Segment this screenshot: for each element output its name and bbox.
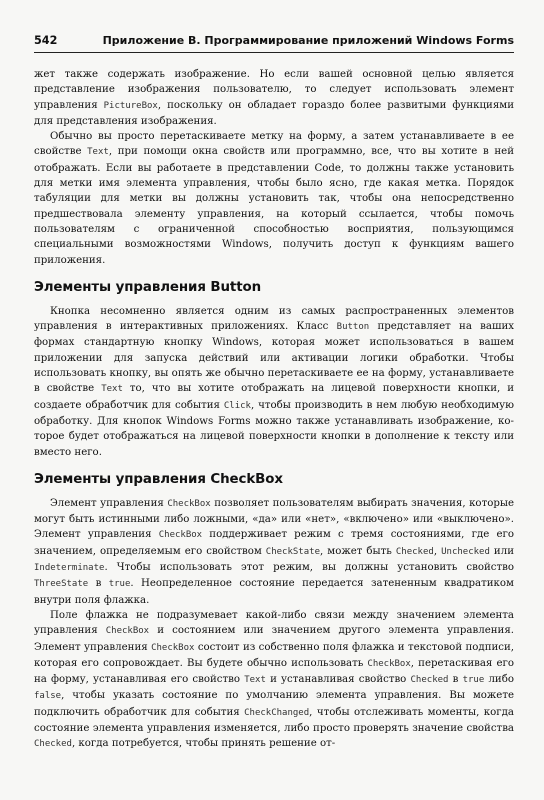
text-run: или [489, 545, 514, 557]
code-term: CheckState [265, 546, 320, 557]
text-run: представляет на ваших формах стандартную кнопку Windows, которая может использоваться в вашем приложении для запуска действий или активации логики обработки. Чтобы использовать кнопку, вы опять же обычно перетаскиваете ее на форму, устанавливаете в свойстве [34, 321, 514, 395]
running-header [34, 34, 514, 53]
text-run: жет также содержать изображение. Но если вашей основной целью является представление изображения пользователю, то следует использовать элемент управления [34, 69, 514, 111]
paragraph [34, 608, 514, 753]
text-run: . Неопределенное состояние передается затененным квадратиком внутри поля флажка. [34, 578, 514, 606]
section-heading-button: Элементы управления Button [34, 279, 262, 295]
text-run: либо [484, 674, 514, 686]
text-run: состоит из собственно поля флажка и текстовой подписи, которая его сопровождает. Вы будете обычно использовать [34, 641, 515, 669]
code-term: PictureBox [103, 100, 158, 111]
running-title: Приложение В. Программирование приложений Windows Forms [102, 34, 514, 47]
text-run: , чтобы производить в нем любую необходимую обработку. Для кнопок Windows Forms можно также устанавливать изображение, которое будет отображаться на лицевой поверхности кнопки в дополнение к тексту или вместо него. [34, 399, 514, 458]
code-term: Checked [395, 546, 434, 557]
section-heading-checkbox: Элементы управления CheckBox [34, 471, 283, 487]
text-run: Элемент управления [50, 497, 168, 509]
text-run: , поскольку он обладает гораздо более развитыми функциями для представления изображения. [34, 99, 514, 127]
code-term: false [34, 691, 62, 702]
text-run: , [433, 545, 442, 557]
code-term: Checked [34, 739, 72, 750]
code-term: Unchecked [441, 546, 490, 557]
code-term: CheckBox [367, 658, 411, 669]
code-term: CheckChanged [244, 707, 310, 718]
text-run: , может быть [319, 545, 396, 557]
text-run: , при помощи окна свойств или программно, все, что вы хотите в ней отображать. Если вы работаете в представлении Code, то должны также установить для метки имя элемента управления, чтобы было ясно, где какая метка. Порядок табуляции для метки вы должны установить так, чтобы она непосредственно предшествовала элементу управления, на который ссылается, чтобы помочь пользователям с ограниченной способностью восприятия, пользующимся специальными возможностями Windows, получить доступ к функциям вашего приложения. [34, 146, 514, 266]
text-run: поддерживает режим с тремя состояниями, где его значением, определяемым его свойством [34, 529, 514, 557]
paragraph [34, 496, 514, 608]
code-term: Text [101, 384, 123, 395]
text-run: то, что вы хотите отображать на лицевой поверхности кнопки, и создаете обработчик для события [34, 383, 514, 411]
text-run: , когда потребуется, чтобы принять решение от- [71, 738, 336, 750]
text-run: Поле флажка не подразумевает какой-либо связи между значением элемента управления [34, 609, 514, 637]
code-term: Button [336, 322, 370, 333]
text-run: в [88, 578, 109, 590]
code-term: Click [223, 400, 251, 411]
text-run: позволяет пользователям выбирать значения, которые могут быть истинными либо ложными, «да» или «нет», «включено» или «выключено». Элемент управления [34, 497, 514, 541]
code-term: ThreeState [34, 579, 89, 590]
text-run: , перетаскивая его на форму, устанавливая его свойство [34, 657, 514, 686]
code-term: Indeterminate [34, 563, 105, 574]
paragraph [34, 304, 514, 460]
code-term: CheckBox [167, 498, 211, 509]
code-term: Text [244, 675, 266, 686]
text-run: , чтобы указать состояние по умолчанию элемента управления. Вы можете подключить обработчик для события [34, 690, 514, 718]
text-run: и состоянием или значением другого элемента управления. Элемент управления [34, 625, 514, 653]
code-term: CheckBox [151, 642, 195, 653]
text-run: в [448, 674, 463, 686]
code-term: CheckBox [105, 626, 150, 637]
text-run: Обычно вы просто перетаскиваете метку на форму, а затем устанавливаете в ее свойстве [34, 131, 514, 158]
code-term: true [462, 675, 485, 686]
text-run: Кнопка несомненно является одним из самых распространенных элементов управления в интерактивных приложениях. Класс [34, 305, 514, 333]
code-term: Checked [410, 675, 449, 686]
code-term: true [108, 579, 131, 590]
page-number: 542 [34, 34, 58, 47]
text-run: . Чтобы использовать этот режим, вы должны установить свойство [104, 562, 514, 574]
paragraph [34, 129, 514, 268]
text-run: и устанавливая свойство [265, 674, 411, 686]
code-term: Text [87, 147, 109, 158]
code-term: CheckBox [158, 530, 203, 541]
paragraph [34, 67, 514, 129]
text-run: , чтобы отслеживать моменты, когда состояние элемента управления изменяется, либо просто проверять значение свойства [34, 706, 514, 734]
